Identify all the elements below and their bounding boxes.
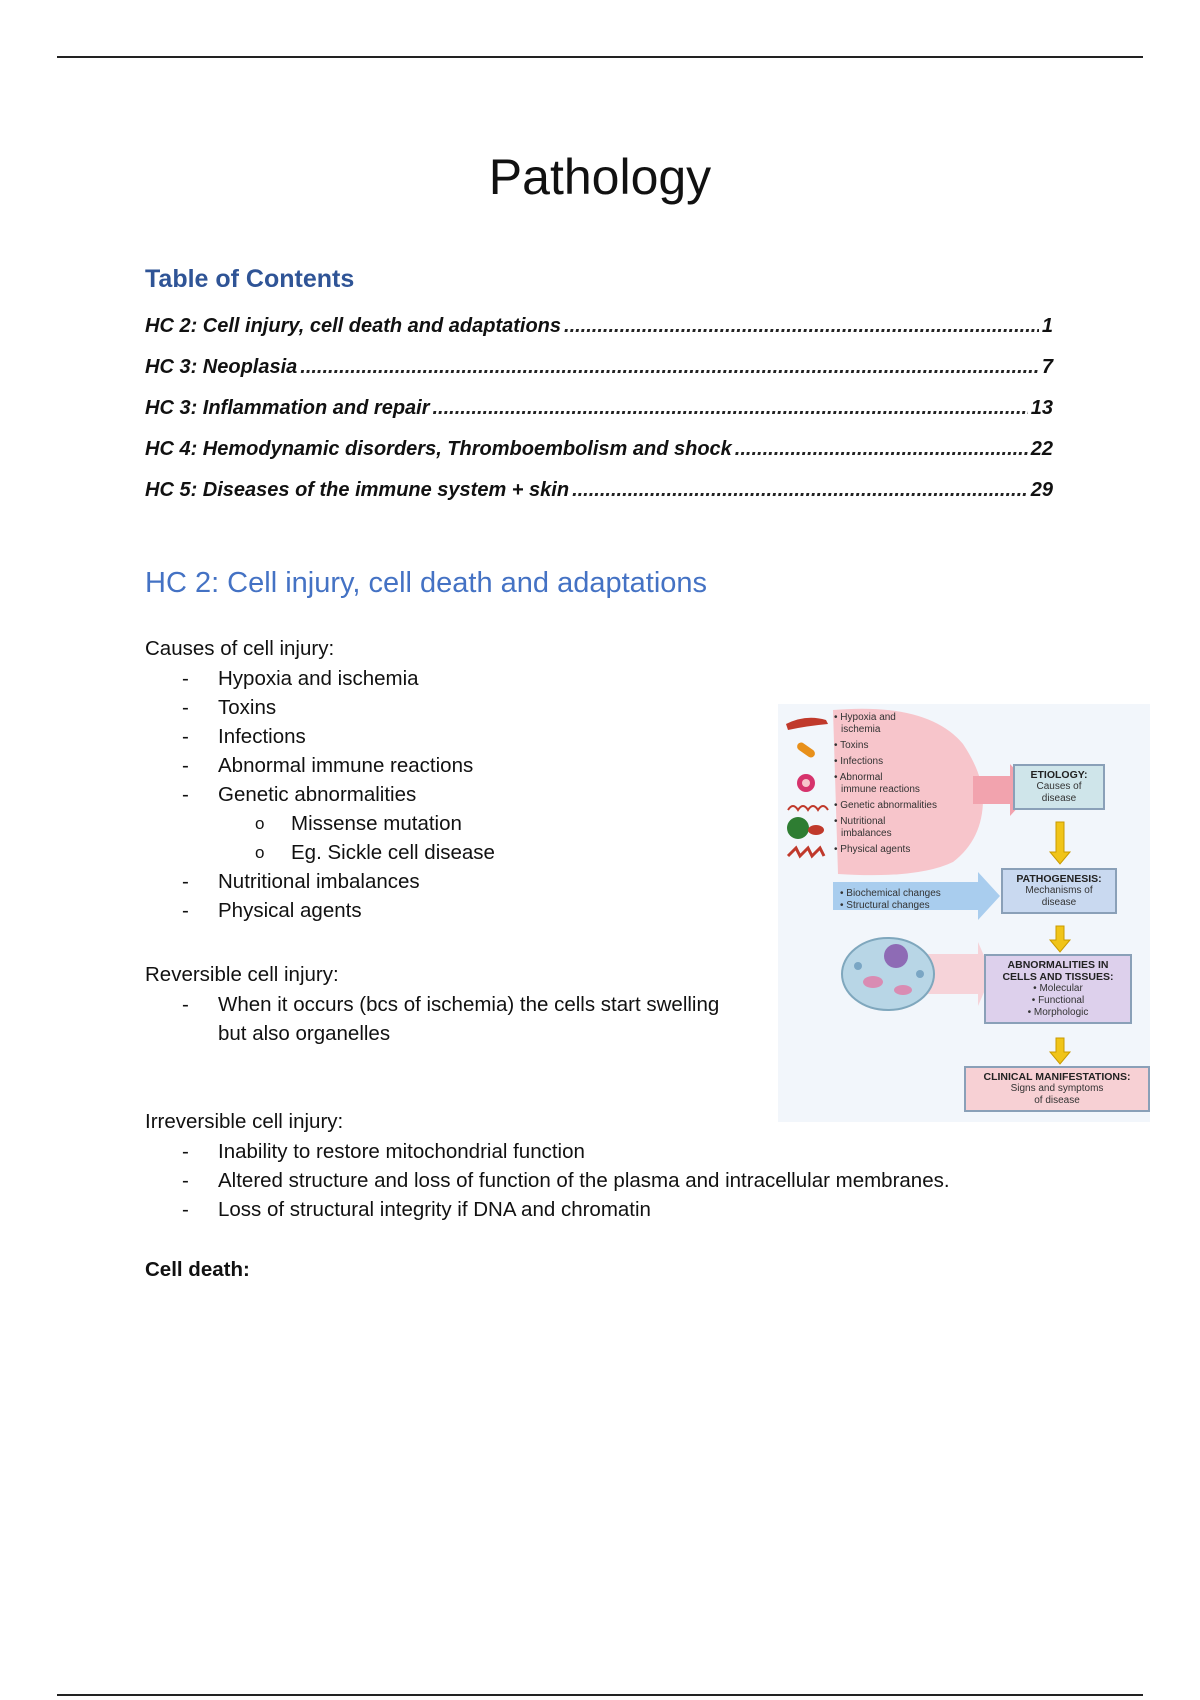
clinical-manifestations-box: CLINICAL MANIFESTATIONS: Signs and symptoms of disease	[964, 1066, 1150, 1112]
toc-entry[interactable]	[145, 397, 1053, 438]
toc-entry[interactable]	[145, 479, 1053, 520]
toc-entry-page: 1	[1041, 315, 1053, 337]
sub-list-item: o Eg. Sickle cell disease	[218, 838, 495, 867]
blood-vessel-icon	[786, 718, 828, 730]
causes-label: Causes of cell injury:	[145, 637, 335, 660]
list-item: - Nutritional imbalances	[145, 867, 495, 896]
list-item-text: When it occurs (bcs of ischemia) the cells start swelling	[218, 993, 720, 1016]
footer-rule	[57, 1694, 1143, 1696]
toc-entry-page: 7	[1041, 356, 1053, 378]
figure-changes-list: • Biochemical changes • Structural changes	[840, 888, 941, 911]
down-arrow	[1050, 926, 1070, 952]
reversible-label: Reversible cell injury:	[145, 963, 339, 986]
causes-block	[145, 634, 495, 925]
toc-entry-label: HC 2: Cell injury, cell death and adaptations	[145, 315, 562, 337]
list-item: - Altered structure and loss of function of the plasma and intracellular membranes.	[145, 1166, 950, 1195]
list-item-text-continued: but also organelles	[218, 1022, 391, 1045]
section-heading: HC 2: Cell injury, cell death and adaptations	[145, 567, 708, 599]
toc-entry[interactable]	[145, 356, 1053, 397]
list-item: - Infections	[145, 722, 495, 751]
pathogenesis-box: PATHOGENESIS: Mechanisms of disease	[1001, 868, 1117, 914]
list-item: - Toxins	[145, 693, 495, 722]
toc-entry-page: 29	[1030, 479, 1053, 501]
etiology-box: ETIOLOGY: Causes of disease	[1013, 764, 1105, 810]
sub-list-item: o Missense mutation	[218, 809, 495, 838]
physical-agent-icon	[788, 848, 824, 856]
pathology-flow-figure	[778, 704, 1150, 1122]
figure-causes-list: • Hypoxia and ischemia • Toxins • Infections • Abnormal immune reactions • Genetic abnormalities • Nutritional imbalances • Physical agents	[834, 712, 937, 855]
list-item	[145, 780, 495, 867]
list-item: - Hypoxia and ischemia	[145, 664, 495, 693]
reversible-list	[145, 990, 719, 1048]
list-item: - Inability to restore mitochondrial function	[145, 1137, 950, 1166]
list-item: - Abnormal immune reactions	[145, 751, 495, 780]
irreversible-block	[145, 1107, 950, 1224]
document-title: Pathology	[488, 149, 712, 205]
toc-heading: Table of Contents	[145, 265, 355, 293]
list-item-text: Genetic abnormalities	[218, 783, 417, 806]
toc-entry-label: HC 3: Inflammation and repair	[145, 397, 430, 419]
toc-entry-label: HC 4: Hemodynamic disorders, Thromboembolism and shock	[145, 438, 732, 460]
table-of-contents	[145, 315, 1053, 520]
list-item	[145, 990, 719, 1048]
causes-list	[145, 664, 495, 925]
toc-leader	[433, 397, 1028, 420]
list-item: - Physical agents	[145, 896, 495, 925]
toc-entry-label: HC 3: Neoplasia	[145, 356, 298, 378]
cell-death-heading: Cell death:	[145, 1258, 250, 1281]
reversible-block	[145, 960, 719, 1048]
irreversible-list	[145, 1137, 950, 1224]
toc-entry-page: 22	[1030, 438, 1053, 460]
toc-leader	[735, 438, 1028, 461]
toc-leader	[564, 315, 1039, 338]
header-rule	[57, 56, 1143, 58]
toc-leader	[572, 479, 1028, 502]
down-arrow	[1050, 822, 1070, 864]
genetic-sublist	[218, 809, 495, 867]
irreversible-label: Irreversible cell injury:	[145, 1110, 344, 1133]
nutrition-icon	[787, 817, 809, 839]
toxin-pill-icon	[796, 741, 817, 759]
toc-entry[interactable]	[145, 315, 1053, 356]
toc-entry-page: 13	[1030, 397, 1053, 419]
toc-entry-label: HC 5: Diseases of the immune system + skin	[145, 479, 570, 501]
toc-entry[interactable]	[145, 438, 1053, 479]
down-arrow	[1050, 1038, 1070, 1064]
abnormalities-box: ABNORMALITIES IN CELLS AND TISSUES: • Molecular • Functional • Morphologic	[984, 954, 1132, 1024]
toc-leader	[300, 356, 1039, 379]
chromosome-icon	[788, 806, 828, 810]
list-item: - Loss of structural integrity if DNA and chromatin	[145, 1195, 950, 1224]
